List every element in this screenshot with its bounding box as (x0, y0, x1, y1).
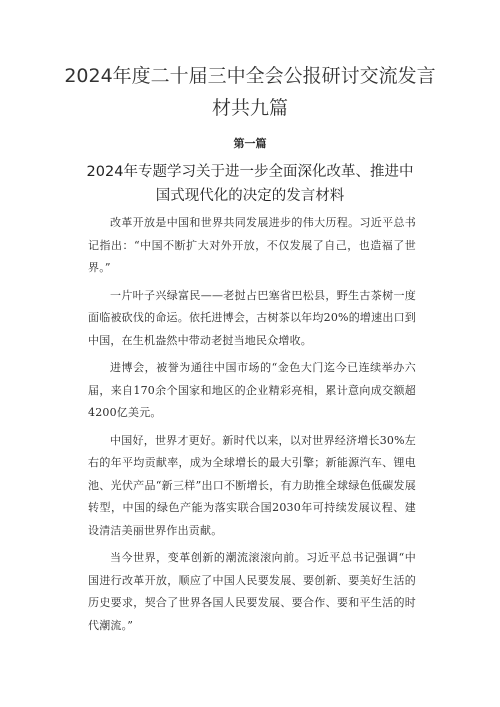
paragraph: 当今世界，变革创新的潮流滚滚向前。习近平总书记强调“中国进行改革开放，顺应了中国人民要发展、要创新、要美好生活的历史要求，契合了世界各国人民要发展、要合作、要和平生活的时代潮流。” (88, 551, 416, 632)
paragraph: 中国好，世界才更好。新时代以来，以对世界经济增长30%左右的年平均贡献率，成为全球增长的最大引擎；新能源汽车、锂电池、光伏产品“新三样”出口不断增长，有力助推全球绿色低碳发展转型，中国的绿色产能为落实联合国2030年可持续发展议程、建设清洁美丽世界作出贡献。 (88, 433, 416, 537)
section-title: 2024年专题学习关于进一步全面深化改革、推进中国式现代化的决定的发言材料 (86, 164, 414, 204)
paragraph: 一片叶子兴绿富民——老挝占巴塞省巴松县，野生古茶树一度面临被砍伐的命运。依托进博会，古树茶以年均20%的增速出口到中国，在生机盎然中带动老挝当地民众增收。 (88, 288, 416, 347)
body-text (88, 212, 416, 642)
paragraph: 改革开放是中国和世界共同发展进步的伟大历程。习近平总书记指出：“中国不断扩大对外开放，不仅发展了自己，也造福了世界。” (88, 216, 416, 274)
paragraph: 进博会，被誉为通往中国市场的“金色大门迄今已连续举办六届，来自170余个国家和地区的企业精彩亮相，累计意向成交额超4200亿美元。 (88, 361, 416, 419)
section-label: 第一篇 (233, 137, 267, 150)
document-title: 2024年度二十届三中全会公报研讨交流发言材共九篇 (64, 65, 436, 119)
